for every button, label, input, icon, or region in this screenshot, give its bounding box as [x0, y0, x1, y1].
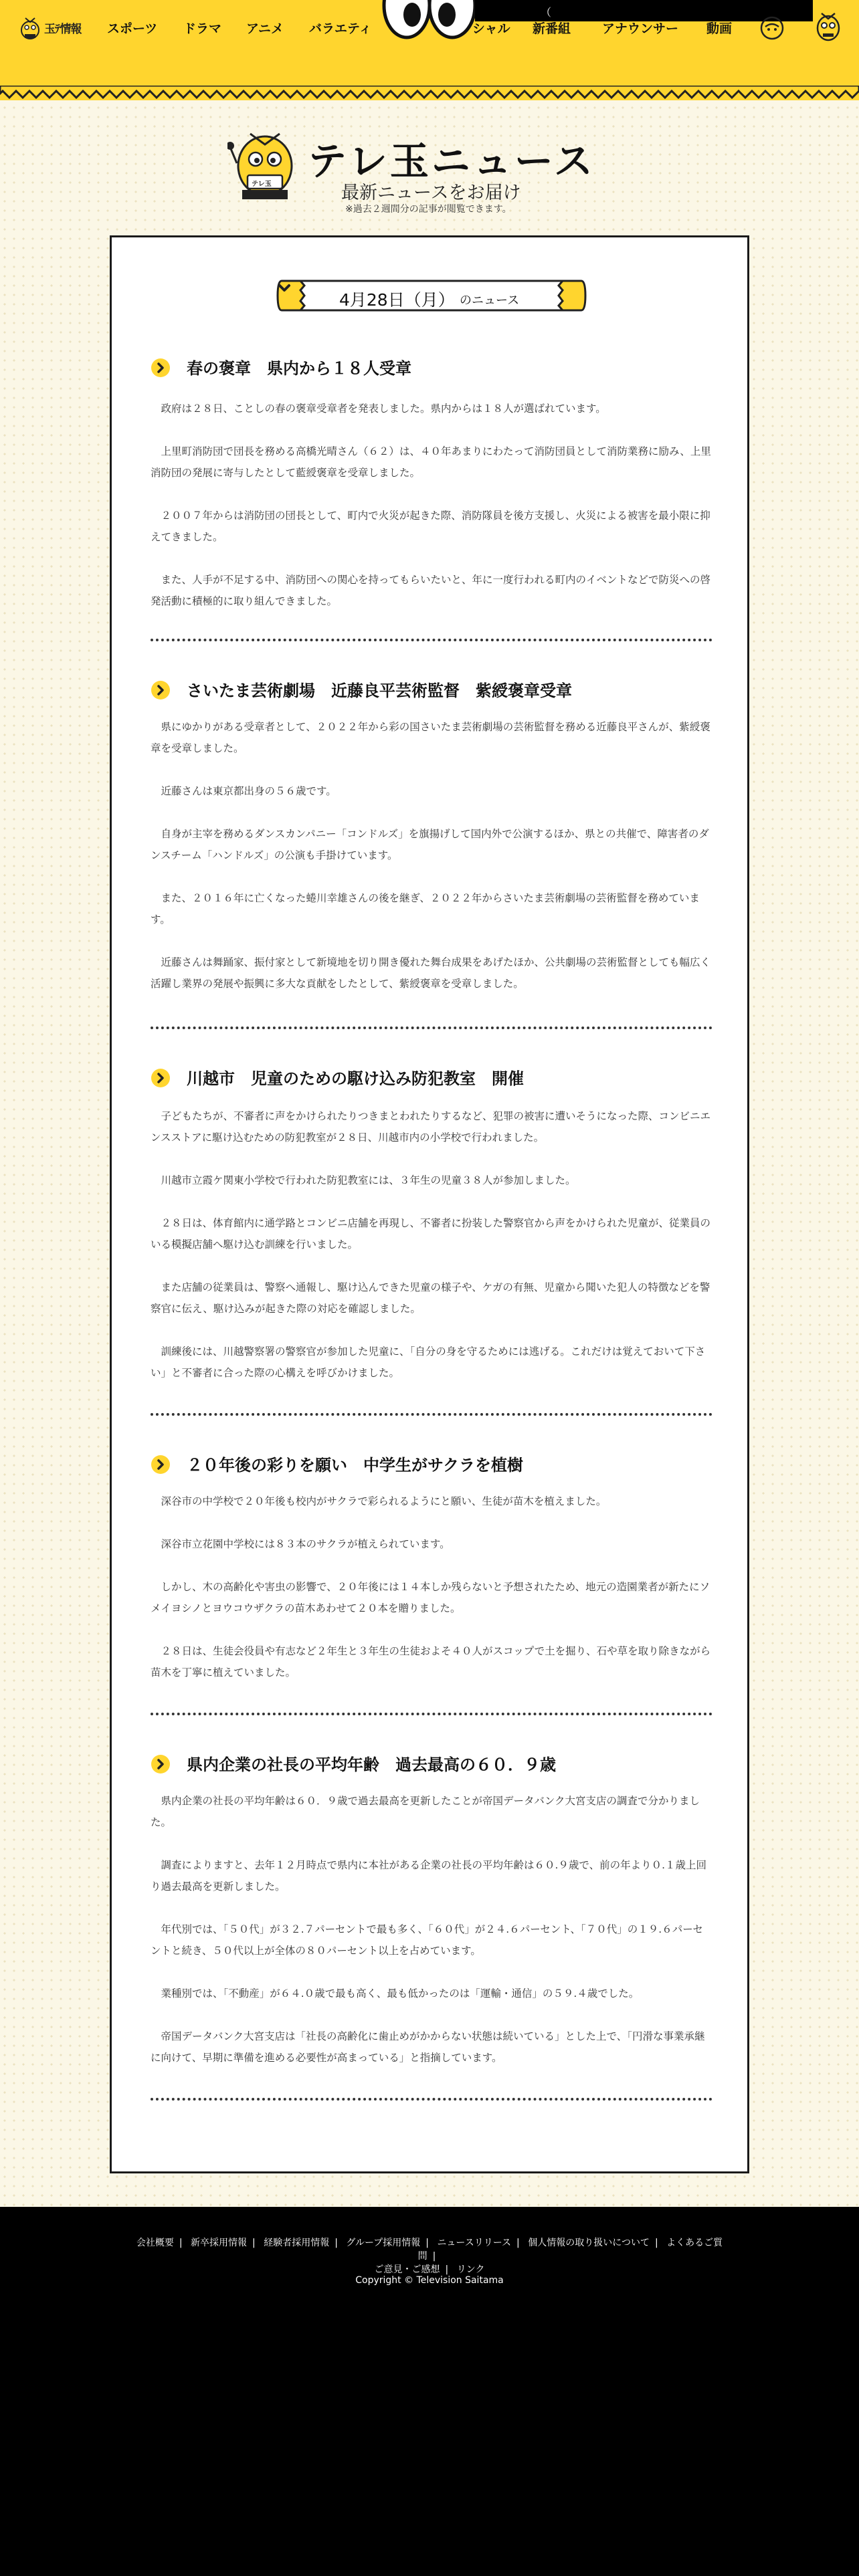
article-title: ２０年後の彩りを願い 中学生がサクラを植樹 [187, 1456, 524, 1475]
article-paragraph: しかし、木の高齢化や害虫の影響で、２０年後には１４本しか残らないと予想されたため、地元の造園業者が新たにソメイヨシノとヨウコウザクラの苗木あわせて２０本を贈りました。 [151, 1581, 710, 1614]
article-header [151, 677, 712, 704]
article-paragraph: 子どもたちが、不審者に声をかけられたりつきまとわれたりするなど、犯罪の被害に遭いそうになった際、コンビニエンスストアに駆け込むための防犯教室が２８日、川越市内の小学校で行われました。 [151, 1110, 711, 1144]
news-article [151, 1065, 712, 1379]
chevron-right-icon [151, 1455, 171, 1475]
page-subtitle: 最新ニュースをお届け [341, 183, 521, 203]
tele-tama-mascot-icon [227, 120, 301, 207]
copyright: Copyright © Television Saitama [355, 2275, 504, 2286]
article-title: 川越市 児童のための駆け込み防犯教室 開催 [187, 1069, 524, 1088]
article-paragraph: 深谷市立花園中学校には８３本のサクラが植えられています。 [161, 1538, 450, 1550]
selected-date: 4月28日（月） [339, 290, 455, 310]
page-hero [0, 120, 859, 221]
chevron-right-icon [151, 358, 171, 378]
chevron-right-icon [151, 1754, 171, 1774]
article-title: 春の褒章 県内から１８人受章 [187, 359, 411, 378]
article-paragraph: 業種別では、「不動産」が６４.０歳で最も高く、最も低かったのは「運輸・通信」の５９.４歳でした。 [161, 1988, 640, 2000]
article-paragraph: 近藤さんは東京都出身の５６歳です。 [161, 785, 337, 797]
mascot-badge: テレ玉 [252, 181, 272, 188]
article-paragraph: 年代別では、「５０代」が３２.７パーセントで最も多く、「６０代」が２４.６パーセント、「７０代」の１９.６パーセントと続き、５０代以上が全体の８０パーセント以上を占めています。 [151, 1923, 703, 1957]
article-title: 県内企業の社長の平均年齢 過去最高の６０．９歳 [187, 1755, 556, 1774]
date-selector[interactable] [275, 279, 588, 312]
logo-text: 玉ﾃ情報 [44, 22, 82, 36]
nav-item-anime[interactable]: アニメ [246, 21, 284, 36]
article-header [151, 1065, 712, 1092]
site-footer [0, 2207, 859, 2576]
site-logo[interactable] [19, 12, 92, 43]
header-zigzag-edge [0, 86, 859, 102]
article-paragraph: また、人手が不足する中、消防団への関心を持ってもらいたいと、年に一度行われる町内のイベントなどで防災への啓発活動に積極的に取り組んできました。 [151, 574, 711, 607]
article-divider [151, 639, 712, 641]
article-paragraph: ２８日は、生徒会役員や有志など２年生と３年生の生徒およそ４０人がスコップで土を掘り、石や草を取り除きながら苗木を丁寧に植えていました。 [151, 1645, 711, 1679]
article-paragraph: 近藤さんは舞踊家、振付家として新境地を切り開き優れた舞台成果をあげたほか、公共劇場の芸術監督としても幅広く活躍し業界の発展や振興に多大な貢献をしたとして、紫綬褒章を受章しました。 [151, 956, 711, 990]
article-divider [151, 2098, 712, 2101]
nav-item-new-programs[interactable]: 新番組 [533, 21, 571, 36]
date-suffix: のニュース [460, 294, 520, 308]
news-article [151, 677, 712, 990]
page-title: テレ玉ニュース [308, 138, 595, 184]
news-article [151, 1751, 712, 2064]
article-paragraph: 訓練後には、川越警察署の警察官が参加した児童に、「自分の身を守るためには逃げる。これだけは覚えておいて下さい」と不審者に合った際の心構えを呼びかけました。 [151, 1346, 706, 1379]
footer-link-feedback[interactable]: ご意見・ご感想 [374, 2264, 440, 2275]
news-article [151, 1452, 712, 1679]
news-article [151, 355, 712, 607]
footer-link-company[interactable]: 会社概要 [136, 2238, 174, 2248]
article-divider [151, 1413, 712, 1416]
popup-text: （ [541, 6, 552, 19]
article-header [151, 355, 712, 382]
footer-link-privacy[interactable]: 個人情報の取り扱いについて [528, 2238, 650, 2248]
article-paragraph: 政府は２８日、ことしの春の褒章受章者を発表しました。県内からは１８人が選ばれています。 [161, 403, 606, 415]
article-header [151, 1751, 712, 1778]
chevron-right-icon [151, 1068, 171, 1088]
chevron-down-icon [275, 279, 294, 298]
footer-link-faq[interactable]: よくあるご質問 [417, 2238, 723, 2262]
footer-links: 会社概要 | 新卒採用情報 | 経験者採用情報 | グループ採用情報 | ニュースリリース | 個人情報の取り扱いについて | よくあるご質問 | ご意見・ご感想 | リンク [136, 2238, 723, 2275]
article-paragraph: 川越市立霞ケ関東小学校で行われた防犯教室には、３年生の児童３８人が参加しました。 [161, 1174, 576, 1186]
article-paragraph: 調査によりますと、去年１２月時点で県内に本社がある企業の社長の平均年齢は６０.９歳で、前の年より０.１歳上回り過去最高を更新しました。 [151, 1859, 707, 1893]
footer-link-career-recruit[interactable]: 経験者採用情報 [264, 2238, 330, 2248]
article-paragraph: 県にゆかりがある受章者として、２０２２年から彩の国さいたま芸術劇場の芸術監督を務める近藤良平さんが、紫綬褒章を受章しました。 [151, 721, 710, 754]
article-paragraph: また、２０１６年に亡くなった蜷川幸雄さんの後を継ぎ、２０２２年からさいたま芸術劇場の芸術監督を務めています。 [151, 892, 700, 926]
nav-item-announcer[interactable]: アナウンサー [602, 21, 679, 36]
nav-item-video[interactable]: 動画 [706, 21, 733, 36]
site-header [0, 0, 859, 100]
article-paragraph: 県内企業の社長の平均年齢は６０．９歳で過去最高を更新したことが帝国データバンク大宮支店の調査で分かりました。 [151, 1795, 700, 1828]
article-paragraph: 帝国データバンク大宮支店は「社長の高齢化に歯止めがかからない状態は続いている」とした上で、「円滑な事業承継に向けて、早期に準備を進める必要性が高まっている」と指摘しています。 [151, 2030, 705, 2064]
nav-item-variety[interactable]: バラエティ [309, 21, 372, 36]
article-paragraph: また店舗の従業員は、警察へ通報し、駆け込んできた児童の様子や、ケガの有無、児童から聞いた犯人の特徴などを警察官に伝え、駆け込みが起きた際の対応を確認しました。 [151, 1281, 710, 1315]
article-paragraph: 深谷市の中学校で２０年後も校内がサクラで彩られるようにと願い、生徒が苗木を植えました。 [161, 1495, 607, 1507]
nav-item-drama[interactable]: ドラマ [183, 21, 222, 36]
archive-note: ※過去２週間分の記事が閲覧できます。 [345, 204, 512, 215]
mascot-eyes-icon [380, 0, 479, 40]
footer-link-group-recruit[interactable]: グループ採用情報 [346, 2238, 421, 2248]
article-title: さいたま芸術劇場 近藤良平芸術監督 紫綬褒章受章 [187, 681, 572, 700]
article-paragraph: ２００７年からは消防団の団長として、町内で火災が起きた際、消防隊員を後方支援し、火災による被害を最小限に抑えてきました。 [151, 510, 710, 543]
nav-item-sports[interactable]: スポーツ [107, 21, 158, 36]
footer-link-links[interactable]: リンク [456, 2264, 485, 2275]
article-header [151, 1452, 712, 1479]
news-card [110, 235, 749, 2173]
logo-mascot-icon [19, 14, 41, 41]
article-paragraph: 上里町消防団で団長を務める高橋光晴さん（６２）は、４０年あまりにわたって消防団員として消防業務に励み、上里消防団の発展に寄与したとして藍綬褒章を受章しました。 [151, 445, 711, 479]
article-paragraph: ２８日は、体育館内に通学路とコンビニ店舗を再現し、不審者に扮装した警察官から声をかけられた児童が、従業員のいる模擬店舗へ駆け込む訓練を行いました。 [151, 1217, 711, 1251]
article-paragraph: 自身が主宰を務めるダンスカンパニー「コンドルズ」を旗揚げして国内外で公演するほか、県との共催で、障害者のダンスチーム「ハンドルズ」の公演も手掛けています。 [151, 828, 709, 861]
footer-link-news-release[interactable]: ニュースリリース [437, 2238, 512, 2248]
chevron-right-icon [151, 680, 171, 700]
mascot-menu-icon[interactable] [814, 8, 843, 43]
article-divider [151, 1027, 712, 1029]
article-divider [151, 1713, 712, 1715]
user-icon[interactable] [759, 15, 785, 41]
nav-item-special[interactable]: シャル [472, 21, 510, 36]
footer-link-new-grad-recruit[interactable]: 新卒採用情報 [191, 2238, 248, 2248]
